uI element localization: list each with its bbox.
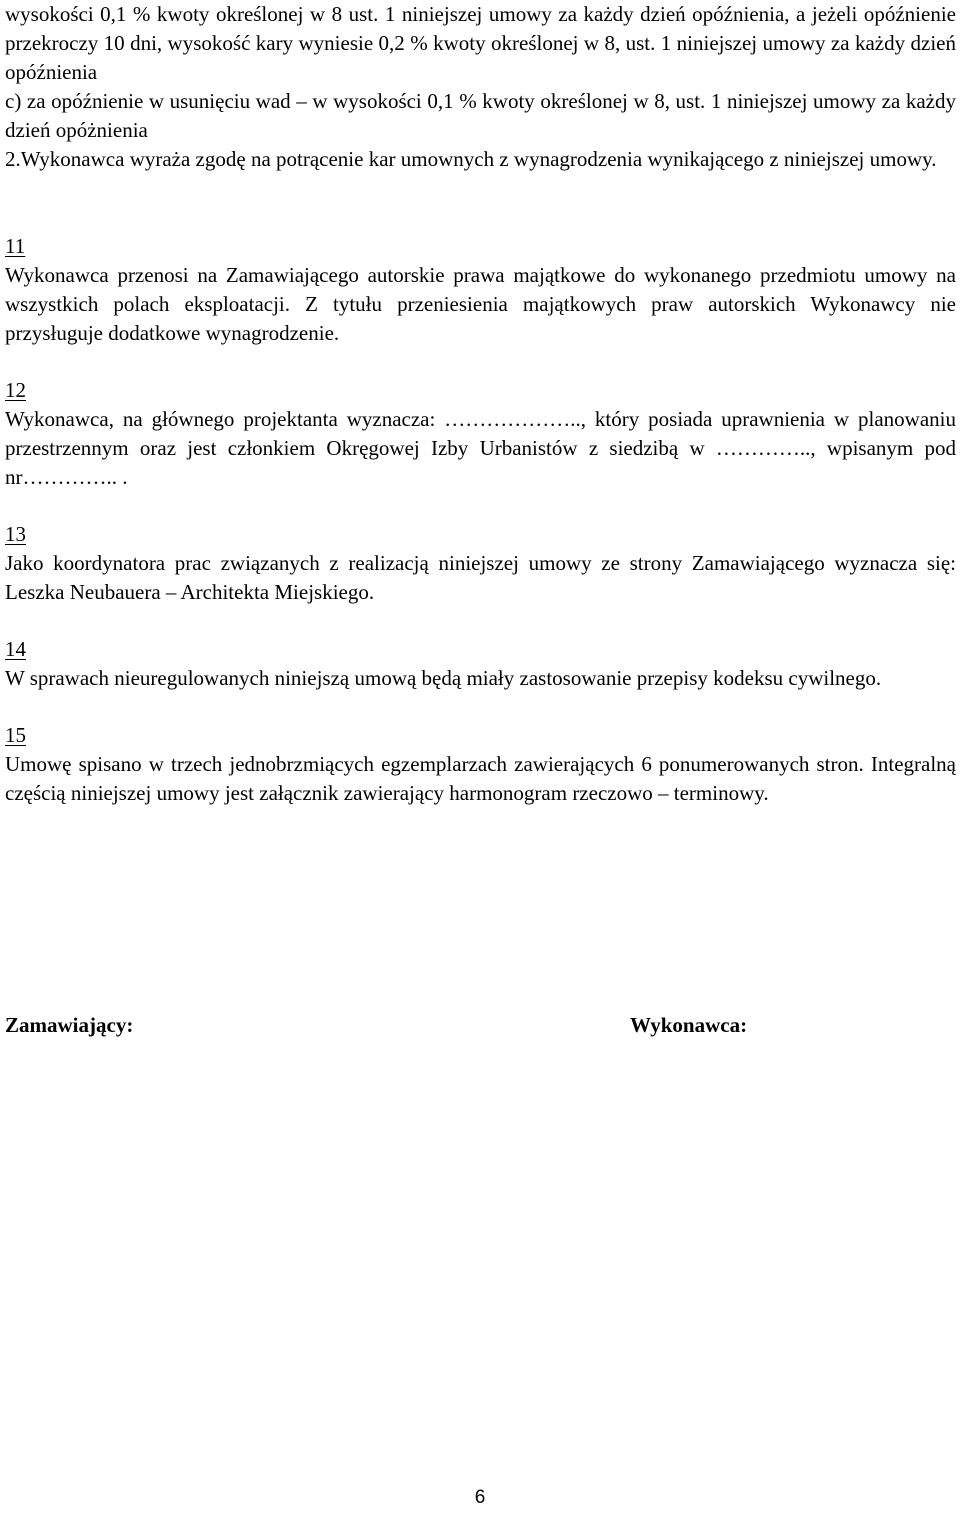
section-14 <box>5 635 956 693</box>
paragraph-penalty-continuation: wysokości 0,1 % kwoty określonej w 8 ust. 1 niniejszej umowy za każdy dzień opóźnienia, a jeżeli opóźnienie przekroczy 10 dni, wysokość kary wyniesie 0,2 % kwoty określonej w 8, ust. 1 niniejszej umowy za każdy dzień opóźnienia <box>5 2 956 84</box>
section-11 <box>5 232 956 348</box>
section-text: W sprawach nieuregulowanych niniejszą umową będą miały zastosowanie przepisy kodeksu cywilnego. <box>5 666 882 690</box>
section-text: Wykonawca, na głównego projektanta wyznacza: ……………….., który posiada uprawnienia w planowaniu przestrzennym oraz jest członkiem Okręgowej Izby Urbanistów z siedzibą w ………….., wpisanym pod nr………….. . <box>5 407 956 489</box>
section-heading: 11 <box>5 234 26 258</box>
paragraph-consent-deduction: 2.Wykonawca wyraża zgodę na potrącenie kar umownych z wynagrodzenia wynikającego z niniejszej umowy. <box>5 147 937 171</box>
section-15 <box>5 721 956 808</box>
document-page <box>5 0 956 808</box>
page-number: 6 <box>474 1487 486 1508</box>
section-heading: 12 <box>5 378 26 402</box>
signature-label-client: Zamawiający: <box>5 1013 134 1037</box>
section-heading: 13 <box>5 522 26 546</box>
section-13 <box>5 520 956 607</box>
section-text: Umowę spisano w trzech jednobrzmiących egzemplarzach zawierających 6 ponumerowanych stron. Integralną częścią niniejszej umowy jest załącznik zawierający harmonogram rzeczowo – terminowy. <box>5 752 956 805</box>
signature-label-contractor: Wykonawca: <box>630 1013 748 1037</box>
paragraph-penalty-defects: c) za opóźnienie w usunięciu wad – w wysokości 0,1 % kwoty określonej w 8, ust. 1 niniejszej umowy za każdy dzień opóżnienia <box>5 89 956 142</box>
section-heading: 15 <box>5 723 26 747</box>
section-text: Wykonawca przenosi na Zamawiającego autorskie prawa majątkowe do wykonanego przedmiotu umowy na wszystkich polach eksploatacji. Z tytułu przeniesienia majątkowych praw autorskich Wykonawcy nie przysługuje dodatkowe wynagrodzenie. <box>5 263 956 345</box>
section-12 <box>5 376 956 492</box>
section-text: Jako koordynatora prac związanych z realizacją niniejszej umowy ze strony Zamawiającego wyznacza się: Leszka Neubauera – Architekta Miejskiego. <box>5 551 956 604</box>
section-heading: 14 <box>5 637 26 661</box>
